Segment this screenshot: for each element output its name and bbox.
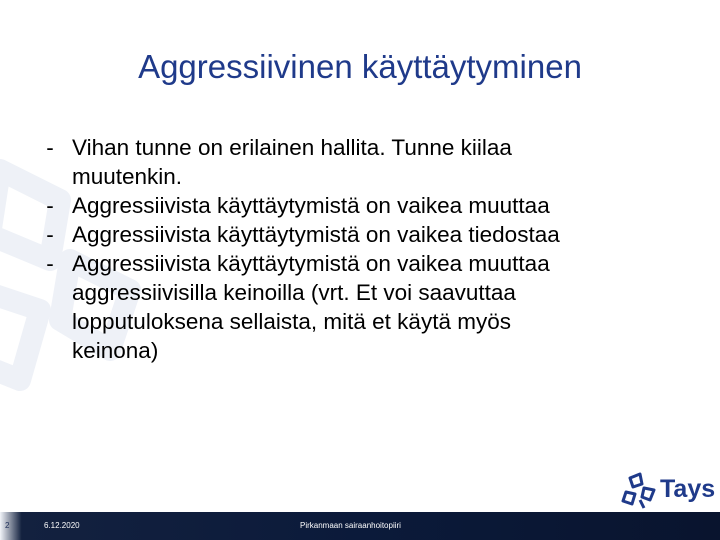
bullet-marker: - <box>46 193 54 218</box>
footer-organization: Pirkanmaan sairaanhoitopiiri <box>300 521 401 530</box>
bullet-text-line: muutenkin. <box>72 164 183 189</box>
footer-date: 6.12.2020 <box>44 521 80 530</box>
bullet-list <box>40 133 690 365</box>
page-number: 2 <box>5 521 10 530</box>
list-item <box>40 220 690 249</box>
slide-title: Aggressiivinen käyttäytyminen <box>138 48 582 85</box>
bullet-text-line: keinona) <box>72 338 159 363</box>
bullet-marker: - <box>46 251 54 276</box>
list-item <box>40 133 690 191</box>
bullet-marker: - <box>46 135 54 160</box>
tays-logo-text: Tays <box>660 475 716 503</box>
list-item <box>40 249 690 365</box>
bullet-text-line: Aggressiivista käyttäytymistä on vaikea muuttaa <box>72 251 550 276</box>
bullet-text: Aggressiivista käyttäytymistä on vaikea muuttaa <box>72 193 550 218</box>
footer-bar <box>0 512 720 540</box>
list-item <box>40 191 690 220</box>
bullet-text: Aggressiivista käyttäytymistä on vaikea tiedostaa <box>72 222 560 247</box>
bullet-text-line: Vihan tunne on erilainen hallita. Tunne kiilaa <box>72 135 512 160</box>
bullet-text-line: aggressiivisilla keinoilla (vrt. Et voi saavuttaa <box>72 280 516 305</box>
bullet-text-line: lopputuloksena sellaista, mitä et käytä myös <box>72 309 511 334</box>
bullet-marker: - <box>46 222 54 247</box>
